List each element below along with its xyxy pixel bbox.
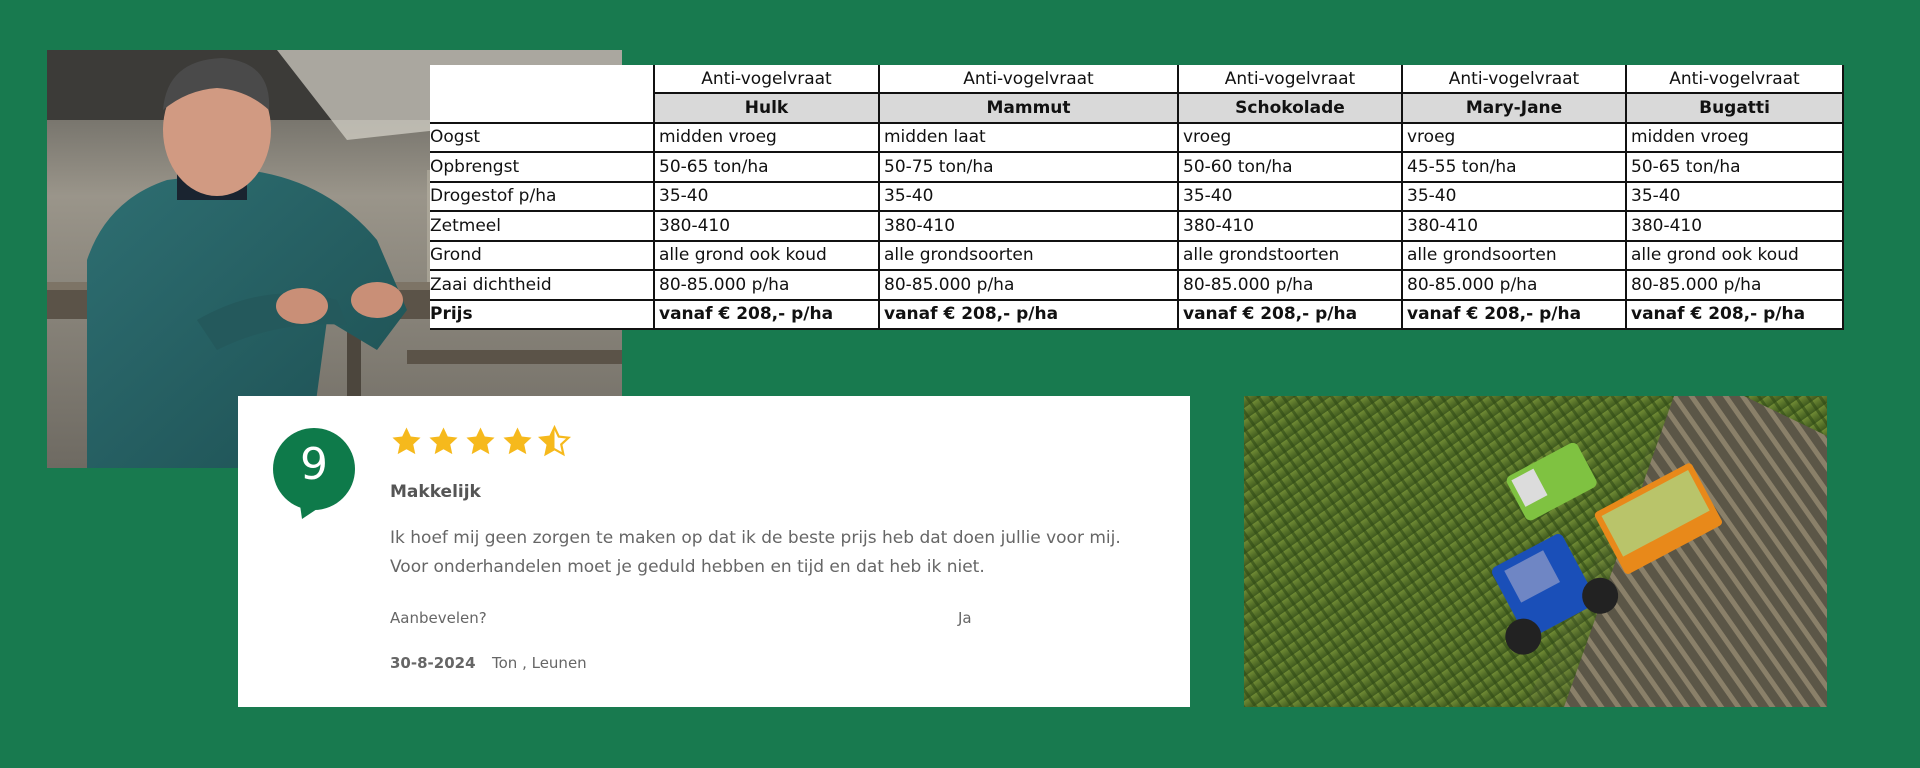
variety-tag: Anti-vogelvraat bbox=[1178, 65, 1402, 93]
table-cell: 380-410 bbox=[1626, 211, 1843, 241]
table-cell: alle grond ook koud bbox=[654, 241, 879, 271]
harvest-photo bbox=[1244, 396, 1827, 707]
review-author: Ton , Leunen bbox=[492, 654, 587, 672]
review-body bbox=[390, 524, 1170, 582]
table-cell: 50-65 ton/ha bbox=[654, 152, 879, 182]
table-cell: 80-85.000 p/ha bbox=[1178, 270, 1402, 300]
review-body-line: Voor onderhandelen moet je geduld hebben en tijd en dat heb ik niet. bbox=[390, 557, 985, 577]
score-badge bbox=[272, 427, 356, 517]
table-cell: 45-55 ton/ha bbox=[1402, 152, 1626, 182]
row-label: Oogst bbox=[430, 123, 654, 153]
table-cell: 380-410 bbox=[1178, 211, 1402, 241]
price-cell: vanaf € 208,- p/ha bbox=[654, 300, 879, 330]
variety-name: Hulk bbox=[654, 93, 879, 123]
row-label: Zetmeel bbox=[430, 211, 654, 241]
variety-tag: Anti-vogelvraat bbox=[1402, 65, 1626, 93]
row-label: Prijs bbox=[430, 300, 654, 330]
table-cell: alle grondsoorten bbox=[1402, 241, 1626, 271]
row-label: Opbrengst bbox=[430, 152, 654, 182]
table-cell: 50-75 ton/ha bbox=[879, 152, 1178, 182]
row-label: Drogestof p/ha bbox=[430, 182, 654, 212]
table-cell: alle grond ook koud bbox=[1626, 241, 1843, 271]
star-rating bbox=[390, 425, 571, 458]
table-cell: 80-85.000 p/ha bbox=[879, 270, 1178, 300]
table-cell: 50-60 ton/ha bbox=[1178, 152, 1402, 182]
variety-tag: Anti-vogelvraat bbox=[879, 65, 1178, 93]
table-cell: 380-410 bbox=[654, 211, 879, 241]
table-cell: midden laat bbox=[879, 123, 1178, 153]
table-cell: 50-65 ton/ha bbox=[1626, 152, 1843, 182]
tag-row bbox=[430, 65, 1843, 93]
table-cell: 35-40 bbox=[879, 182, 1178, 212]
star-full-icon bbox=[427, 425, 460, 458]
table-cell: 80-85.000 p/ha bbox=[1626, 270, 1843, 300]
table-cell: midden vroeg bbox=[654, 123, 879, 153]
table-cell: midden vroeg bbox=[1626, 123, 1843, 153]
price-cell: vanaf € 208,- p/ha bbox=[1402, 300, 1626, 330]
table-cell: 80-85.000 p/ha bbox=[1402, 270, 1626, 300]
review-card bbox=[238, 396, 1190, 707]
table-cell: 35-40 bbox=[654, 182, 879, 212]
variety-name: Mary-Jane bbox=[1402, 93, 1626, 123]
recommend-label: Aanbevelen? bbox=[390, 609, 487, 627]
table-cell: 35-40 bbox=[1626, 182, 1843, 212]
variety-tag: Anti-vogelvraat bbox=[654, 65, 879, 93]
table-cell: alle grondsoorten bbox=[879, 241, 1178, 271]
price-cell: vanaf € 208,- p/ha bbox=[879, 300, 1178, 330]
price-row bbox=[430, 300, 1843, 330]
table-row bbox=[430, 270, 1843, 300]
variety-name: Bugatti bbox=[1626, 93, 1843, 123]
review-body-line: Ik hoef mij geen zorgen te maken op dat ik de beste prijs heb dat doen jullie voor mij. bbox=[390, 528, 1121, 548]
star-half-icon bbox=[538, 425, 571, 458]
star-full-icon bbox=[501, 425, 534, 458]
table-row bbox=[430, 182, 1843, 212]
review-title: Makkelijk bbox=[390, 482, 481, 502]
score-number: 9 bbox=[300, 439, 328, 490]
price-cell: vanaf € 208,- p/ha bbox=[1178, 300, 1402, 330]
star-full-icon bbox=[390, 425, 423, 458]
row-label: Grond bbox=[430, 241, 654, 271]
variety-tag: Anti-vogelvraat bbox=[1626, 65, 1843, 93]
variety-name: Mammut bbox=[879, 93, 1178, 123]
recommend-value: Ja bbox=[958, 609, 972, 627]
table-cell: 380-410 bbox=[879, 211, 1178, 241]
review-date: 30-8-2024 bbox=[390, 654, 476, 672]
table-cell: vroeg bbox=[1402, 123, 1626, 153]
variety-comparison-table bbox=[430, 65, 1844, 330]
variety-name: Schokolade bbox=[1178, 93, 1402, 123]
table-row bbox=[430, 123, 1843, 153]
table-cell: 380-410 bbox=[1402, 211, 1626, 241]
row-label: Zaai dichtheid bbox=[430, 270, 654, 300]
table-cell: alle grondstoorten bbox=[1178, 241, 1402, 271]
table-cell: vroeg bbox=[1178, 123, 1402, 153]
table-row bbox=[430, 152, 1843, 182]
table-row bbox=[430, 241, 1843, 271]
table-cell: 35-40 bbox=[1178, 182, 1402, 212]
table-cell: 80-85.000 p/ha bbox=[654, 270, 879, 300]
table-cell: 35-40 bbox=[1402, 182, 1626, 212]
star-full-icon bbox=[464, 425, 497, 458]
price-cell: vanaf € 208,- p/ha bbox=[1626, 300, 1843, 330]
table-corner bbox=[430, 65, 654, 123]
table-row bbox=[430, 211, 1843, 241]
